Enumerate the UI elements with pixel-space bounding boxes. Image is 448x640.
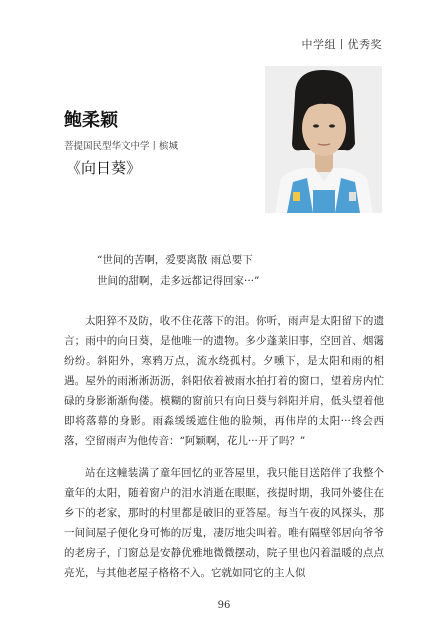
epigraph-quote bbox=[97, 250, 259, 292]
author-portrait bbox=[265, 66, 382, 213]
page-number: 96 bbox=[217, 600, 231, 611]
quote-line: “世间的苦啊，爱要离散 雨总要下 bbox=[97, 254, 253, 266]
quote-line: 世间的甜啊，走多远都记得回家···” bbox=[97, 275, 260, 287]
portrait-photo-icon bbox=[265, 66, 382, 213]
body-paragraph: 站在这幢装满了童年回忆的亚答屋里，我只能目送陪伴了我整个童年的太阳，随着窗户的泪水消逝在眼眶，孩提时期，我同外婆住在乡下的老家，那时的村里都是破旧的亚答屋。每当午夜的风探头，那一间间屋子便化身可怖的厉鬼，凄厉地尖叫着。唯有隔壁邻居向爷爷的老房子，门窗总是安静优雅地微微摆动，院子里也闪着温暖的点点亮光，与其他老屋子格格不入。它就如同它的主人似 bbox=[64, 466, 384, 579]
essay-title: 《向日葵》 bbox=[66, 159, 142, 177]
award-category: 中学组丨优秀奖 bbox=[301, 38, 382, 51]
body-paragraph: 太阳猝不及防，收不住花落下的泪。你听，雨声是太阳留下的遗言；雨中的向日葵，是他唯一的遗物。多少蓬莱旧事，空回首、烟霭纷纷。斜阳外，寒鸦万点，流水绕孤村。夕曛下，是太阳和雨的相遇。屋外的雨淅淅沥沥，斜阳依着被雨水拍打着的窗口，望着房内忙碌的身影渐渐佝偻。模糊的窗前只有向日葵与斜阳并肩，低头望着他即将落幕的身影。雨淼缓缓遮住他的脸频，再伟岸的太阳···终会西落，空留雨声为他传音：“阿颖啊，花儿···开了吗？” bbox=[64, 314, 384, 447]
author-name: 鲍柔颖 bbox=[64, 110, 118, 131]
author-school: 菩提国民型华文中学丨槟城 bbox=[64, 141, 179, 152]
